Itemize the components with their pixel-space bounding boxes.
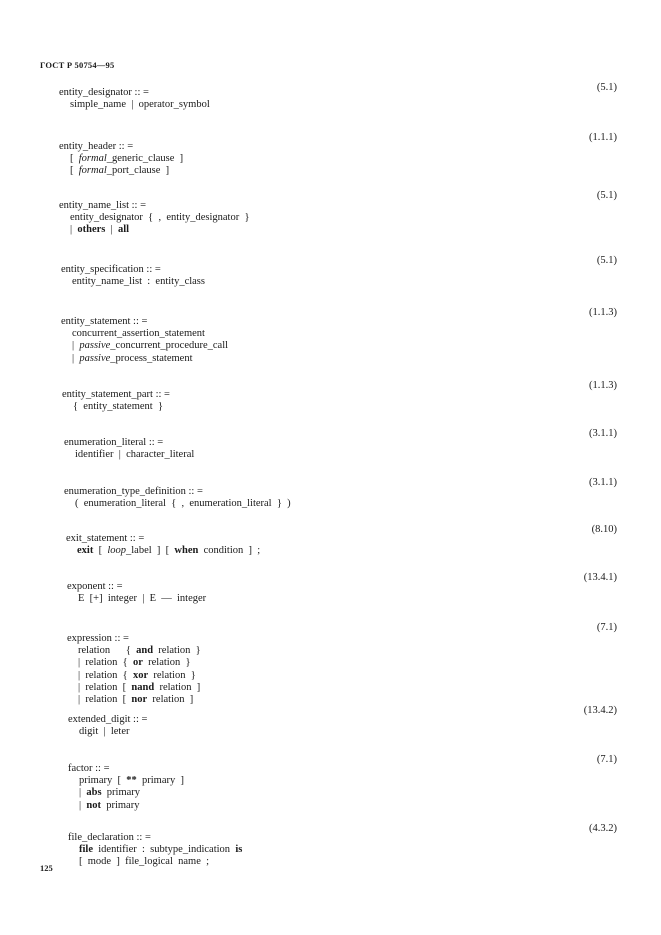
syntax-text: relation } <box>153 645 201 657</box>
syntax-text: | relation { <box>78 657 133 669</box>
rule-line <box>70 212 250 223</box>
syntax-text: | relation [ <box>78 694 132 705</box>
rule-line <box>75 449 194 460</box>
keyword: abs <box>86 787 102 799</box>
section-reference: (1.1.3) <box>589 380 617 391</box>
document-header: ГОСТ Р 50754—95 <box>40 60 115 70</box>
rule-line <box>72 328 205 339</box>
keyword: ** <box>126 775 137 787</box>
rule-name: enumeration_type_definition :: = <box>64 486 203 497</box>
rule-line <box>79 726 130 737</box>
section-reference: (7.1) <box>596 754 617 765</box>
syntax-text: entity_name_list : entity_class <box>72 276 205 288</box>
syntax-text: ( enumeration_literal { , enumeration_literal } ) <box>75 498 291 510</box>
italic-prefix: formal <box>78 153 107 165</box>
syntax-text: | <box>105 224 118 236</box>
syntax-text: { entity_statement } <box>73 401 163 413</box>
rule-name: entity_name_list :: = <box>59 200 146 211</box>
syntax-text: primary [ <box>79 775 127 787</box>
section-reference: (5.1) <box>596 82 617 93</box>
syntax-text: [ mode ] file_logical name ; <box>79 856 210 868</box>
page-number: 125 <box>40 863 53 873</box>
rule-line <box>78 593 206 604</box>
rule-line <box>79 800 139 811</box>
italic-prefix: formal <box>78 165 107 177</box>
section-reference: (13.4.1) <box>583 572 617 583</box>
rule-line <box>72 340 228 351</box>
syntax-text: | <box>70 224 78 236</box>
keyword: others <box>77 224 106 236</box>
syntax-text: _generic_clause ] <box>106 153 184 165</box>
syntax-text: E [+] integer | E — integer <box>78 593 207 605</box>
rule-line <box>73 401 163 412</box>
rule-name: exit_statement :: = <box>66 533 145 544</box>
syntax-text: _process_statement <box>110 352 193 364</box>
section-reference: (5.1) <box>596 190 617 201</box>
syntax-text: _concurrent_procedure_call <box>110 340 229 352</box>
italic-prefix: passive <box>79 352 111 364</box>
keyword: xor <box>132 669 149 681</box>
rule-line <box>78 694 193 705</box>
rule-line <box>75 498 291 509</box>
rule-name: entity_statement_part :: = <box>62 389 170 400</box>
keyword: is <box>235 844 243 856</box>
rule-name: entity_designator :: = <box>59 87 149 98</box>
italic-prefix: passive <box>79 340 111 352</box>
rule-line <box>78 670 196 681</box>
syntax-text: simple_name | operator_symbol <box>70 99 210 111</box>
rule-line <box>78 657 191 668</box>
section-reference: (5.1) <box>596 255 617 266</box>
rule-line <box>70 224 129 235</box>
syntax-text: primary <box>100 799 140 811</box>
rule-name: expression :: = <box>67 633 129 644</box>
syntax-text: | relation { <box>78 669 133 681</box>
syntax-text: entity_designator { , entity_designator } <box>70 212 250 224</box>
section-reference: (4.3.2) <box>589 823 617 834</box>
keyword: exit <box>77 545 94 557</box>
syntax-text: identifier : subtype_indication <box>93 844 236 856</box>
rule-name: entity_statement :: = <box>61 316 148 327</box>
syntax-text: | <box>79 799 87 811</box>
section-reference: (8.10) <box>591 524 617 535</box>
keyword: file <box>79 844 93 856</box>
syntax-text: relation { <box>78 645 137 657</box>
rule-line <box>72 353 193 364</box>
rule-name: factor :: = <box>68 763 110 774</box>
syntax-text: | relation [ <box>78 681 132 693</box>
keyword: all <box>117 224 130 236</box>
section-reference: (1.1.3) <box>589 307 617 318</box>
rule-name: entity_specification :: = <box>61 264 161 275</box>
italic-prefix: loop <box>107 545 126 557</box>
rule-line <box>70 153 183 164</box>
rule-name: file_declaration :: = <box>68 832 151 843</box>
rule-line <box>79 787 140 798</box>
rule-line <box>79 844 242 855</box>
syntax-text: [ <box>93 545 108 557</box>
section-reference: (1.1.1) <box>589 132 617 143</box>
keyword: and <box>136 645 154 657</box>
syntax-text: [ <box>70 153 79 165</box>
syntax-text: _label ] [ <box>126 545 175 557</box>
syntax-text: | <box>72 352 80 364</box>
syntax-text: relation ] <box>154 681 201 693</box>
rule-line <box>78 682 200 693</box>
rule-name: entity_header :: = <box>59 141 134 152</box>
section-reference: (3.1.1) <box>589 428 617 439</box>
syntax-text: relation } <box>142 657 191 669</box>
syntax-text: | <box>79 787 87 799</box>
syntax-text: identifier | character_literal <box>75 449 195 461</box>
syntax-text: [ <box>70 165 79 177</box>
section-reference: (3.1.1) <box>589 477 617 488</box>
keyword: or <box>132 657 143 669</box>
keyword: not <box>86 799 101 811</box>
syntax-text: _port_clause ] <box>106 165 170 177</box>
rule-line <box>72 276 205 287</box>
rule-line <box>77 545 260 556</box>
rule-line <box>79 856 209 867</box>
section-reference: (7.1) <box>596 622 617 633</box>
rule-name: enumeration_literal :: = <box>64 437 164 448</box>
rule-line <box>70 99 210 110</box>
rule-line <box>79 775 184 786</box>
syntax-text: concurrent_assertion_statement <box>72 328 205 340</box>
syntax-text: digit | leter <box>79 726 130 738</box>
rule-name: extended_digit :: = <box>68 714 148 725</box>
syntax-text: primary <box>101 787 141 799</box>
rule-line <box>78 645 201 656</box>
syntax-text: primary ] <box>136 775 184 787</box>
syntax-text: relation } <box>148 669 196 681</box>
keyword: nand <box>131 681 155 693</box>
section-reference: (13.4.2) <box>583 705 617 716</box>
rule-line <box>70 165 169 176</box>
keyword: when <box>174 545 199 557</box>
syntax-text: | <box>72 340 80 352</box>
syntax-text: relation ] <box>147 694 194 705</box>
keyword: nor <box>131 694 148 705</box>
syntax-text: condition ] ; <box>198 545 261 557</box>
rule-name: exponent :: = <box>67 581 123 592</box>
